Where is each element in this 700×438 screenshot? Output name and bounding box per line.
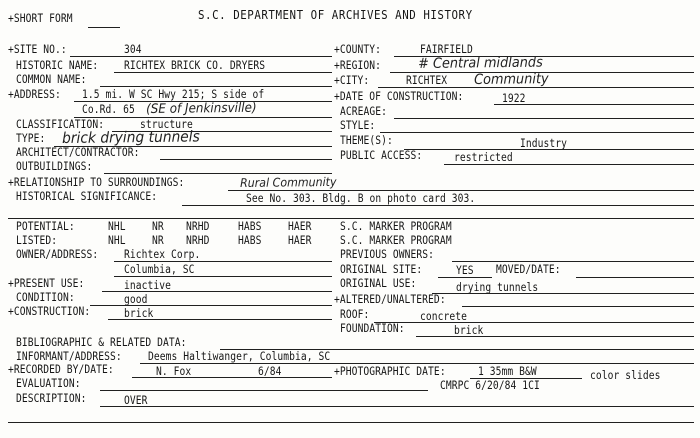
county-label: +COUNTY:: [334, 43, 382, 56]
previous-owners-label: PREVIOUS OWNERS:: [340, 248, 435, 261]
original-use-value: drying tunnels: [456, 281, 539, 294]
original-site-line: [438, 277, 492, 278]
photo-label: +PHOTOGRAPHIC DATE:: [334, 365, 446, 378]
classification-value: structure: [140, 118, 193, 131]
potential-nr: NR: [152, 220, 164, 233]
color-slides: color slides: [590, 369, 661, 382]
date-line: [494, 104, 694, 105]
recorded-by-value: N. Fox: [156, 365, 192, 378]
type-label: TYPE:: [16, 132, 46, 145]
construction-value: brick: [124, 307, 154, 320]
condition-value: good: [124, 293, 148, 306]
site-no-value: 304: [124, 43, 142, 56]
present-use-line: [102, 291, 332, 292]
original-use-line: [432, 293, 694, 294]
foundation-line: [416, 336, 694, 337]
owner-line2-rule: [114, 276, 332, 277]
original-use-label: ORIGINAL USE:: [340, 277, 417, 290]
roof-value: concrete: [420, 310, 468, 323]
historic-name-label: HISTORIC NAME:: [16, 59, 99, 72]
theme-label: THEME(S):: [340, 134, 393, 147]
relationship-handwritten: Rural Community: [239, 174, 337, 190]
bibliographic-label: BIBLIOGRAPHIC & RELATED DATA:: [16, 336, 187, 349]
roof-line: [374, 322, 694, 323]
city-value: RICHTEX: [406, 74, 448, 87]
altered-line: [462, 306, 694, 307]
description-label: DESCRIPTION:: [16, 392, 87, 405]
listed-marker: S.C. MARKER PROGRAM: [340, 234, 452, 247]
potential-nhl: NHL: [108, 220, 126, 233]
cmrpc-note: CMRPC 6/20/84 1CI: [440, 379, 540, 392]
acreage-label: ACREAGE:: [340, 105, 388, 118]
owner-label: OWNER/ADDRESS:: [16, 248, 99, 261]
owner-line1: Richtex Corp.: [124, 248, 201, 261]
relationship-line: [228, 190, 694, 191]
potential-nrhd: NRHD: [186, 220, 210, 233]
description-value: OVER: [124, 394, 148, 407]
listed-label: LISTED:: [16, 234, 58, 247]
public-access-line: [444, 164, 694, 165]
present-use-label: +PRESENT USE:: [8, 277, 85, 290]
listed-nhl: NHL: [108, 234, 126, 247]
architect-label: ARCHITECT/CONTRACTOR:: [16, 146, 140, 159]
relationship-label: +RELATIONSHIP TO SURROUNDINGS:: [8, 176, 185, 189]
theme-line: [404, 149, 694, 150]
city-line: [378, 87, 694, 88]
evaluation-label: EVALUATION:: [16, 377, 81, 390]
condition-label: CONDITION:: [16, 291, 75, 304]
listed-nrhd: NRHD: [186, 234, 210, 247]
construction-line: [108, 319, 332, 320]
evaluation-line: [100, 390, 428, 391]
significance-line-2: [8, 218, 694, 219]
photo-value: 1 35mm B&W: [478, 365, 537, 378]
owner-line2: Columbia, SC: [124, 263, 195, 276]
date-value: 1922: [502, 92, 526, 105]
roof-label: ROOF:: [340, 308, 370, 321]
date-label: +DATE OF CONSTRUCTION:: [334, 90, 464, 103]
site-no-label: +SITE NO.:: [8, 43, 67, 56]
informant-line: [140, 363, 694, 364]
listed-habs: HABS: [238, 234, 262, 247]
present-use-value: inactive: [124, 279, 172, 292]
recorded-label: +RECORDED BY/DATE:: [8, 363, 114, 376]
potential-label: POTENTIAL:: [16, 220, 75, 233]
altered-label: +ALTERED/UNALTERED:: [334, 293, 446, 306]
city-label: +CITY:: [334, 74, 370, 87]
outbuildings-line: [104, 173, 332, 174]
potential-habs: HABS: [238, 220, 262, 233]
potential-haer: HAER: [288, 220, 312, 233]
region-label: +REGION:: [334, 59, 382, 72]
moved-label: MOVED/DATE:: [496, 263, 561, 276]
short-form-label: +SHORT FORM: [8, 12, 73, 25]
historic-name-value: RICHTEX BRICK CO. DRYERS: [124, 59, 266, 72]
description-line: [100, 406, 694, 407]
foundation-label: FOUNDATION:: [340, 322, 405, 335]
short-form-line: [88, 27, 120, 28]
listed-nr: NR: [152, 234, 164, 247]
description-line-2: [8, 422, 694, 423]
public-access-value: restricted: [454, 151, 513, 164]
original-site-label: ORIGINAL SITE:: [340, 263, 423, 276]
acreage-line: [394, 118, 694, 119]
moved-line: [576, 277, 694, 278]
city-handwritten: Community: [473, 71, 549, 88]
original-site-value: YES: [456, 264, 474, 277]
potential-marker: S.C. MARKER PROGRAM: [340, 220, 452, 233]
address-line2-rule: [74, 117, 332, 118]
address-handwritten: (SE of Jenkinsville): [145, 100, 257, 117]
significance-line: [182, 205, 694, 206]
style-line: [380, 132, 694, 133]
informant-label: INFORMANT/ADDRESS:: [16, 350, 122, 363]
significance-value: See No. 303. Bldg. B on photo card 303.: [246, 192, 476, 205]
type-handwritten: brick drying tunnels: [61, 127, 200, 147]
classification-label: CLASSIFICATION:: [16, 118, 105, 131]
architect-line: [160, 159, 332, 160]
address-line1: 1.5 mi. W SC Hwy 215; S side of: [82, 88, 265, 101]
recorded-line: [132, 377, 332, 378]
region-handwritten: # Central midlands: [417, 54, 543, 72]
county-value: FAIRFIELD: [420, 43, 473, 56]
address-label: +ADDRESS:: [8, 88, 61, 101]
public-access-label: PUBLIC ACCESS:: [340, 149, 423, 162]
theme-value: Industry: [520, 137, 568, 150]
condition-line: [90, 305, 332, 306]
historic-name-line: [114, 72, 332, 73]
construction-label: +CONSTRUCTION:: [8, 305, 91, 318]
previous-owners-line: [452, 261, 694, 262]
listed-haer: HAER: [288, 234, 312, 247]
common-name-line: [100, 86, 332, 87]
common-name-label: COMMON NAME:: [16, 73, 87, 86]
page-title: S.C. DEPARTMENT OF ARCHIVES AND HISTORY: [198, 8, 473, 22]
owner-line1-rule: [114, 261, 332, 262]
site-no-line: [70, 56, 332, 57]
style-label: STYLE:: [340, 119, 376, 132]
outbuildings-label: OUTBUILDINGS:: [16, 160, 93, 173]
foundation-value: brick: [454, 324, 484, 337]
recorded-date-value: 6/84: [258, 365, 282, 378]
informant-value: Deems Haltiwanger, Columbia, SC: [148, 350, 331, 363]
significance-label: HISTORICAL SIGNIFICANCE:: [16, 190, 158, 203]
address-line2: Co.Rd. 65: [82, 103, 135, 116]
